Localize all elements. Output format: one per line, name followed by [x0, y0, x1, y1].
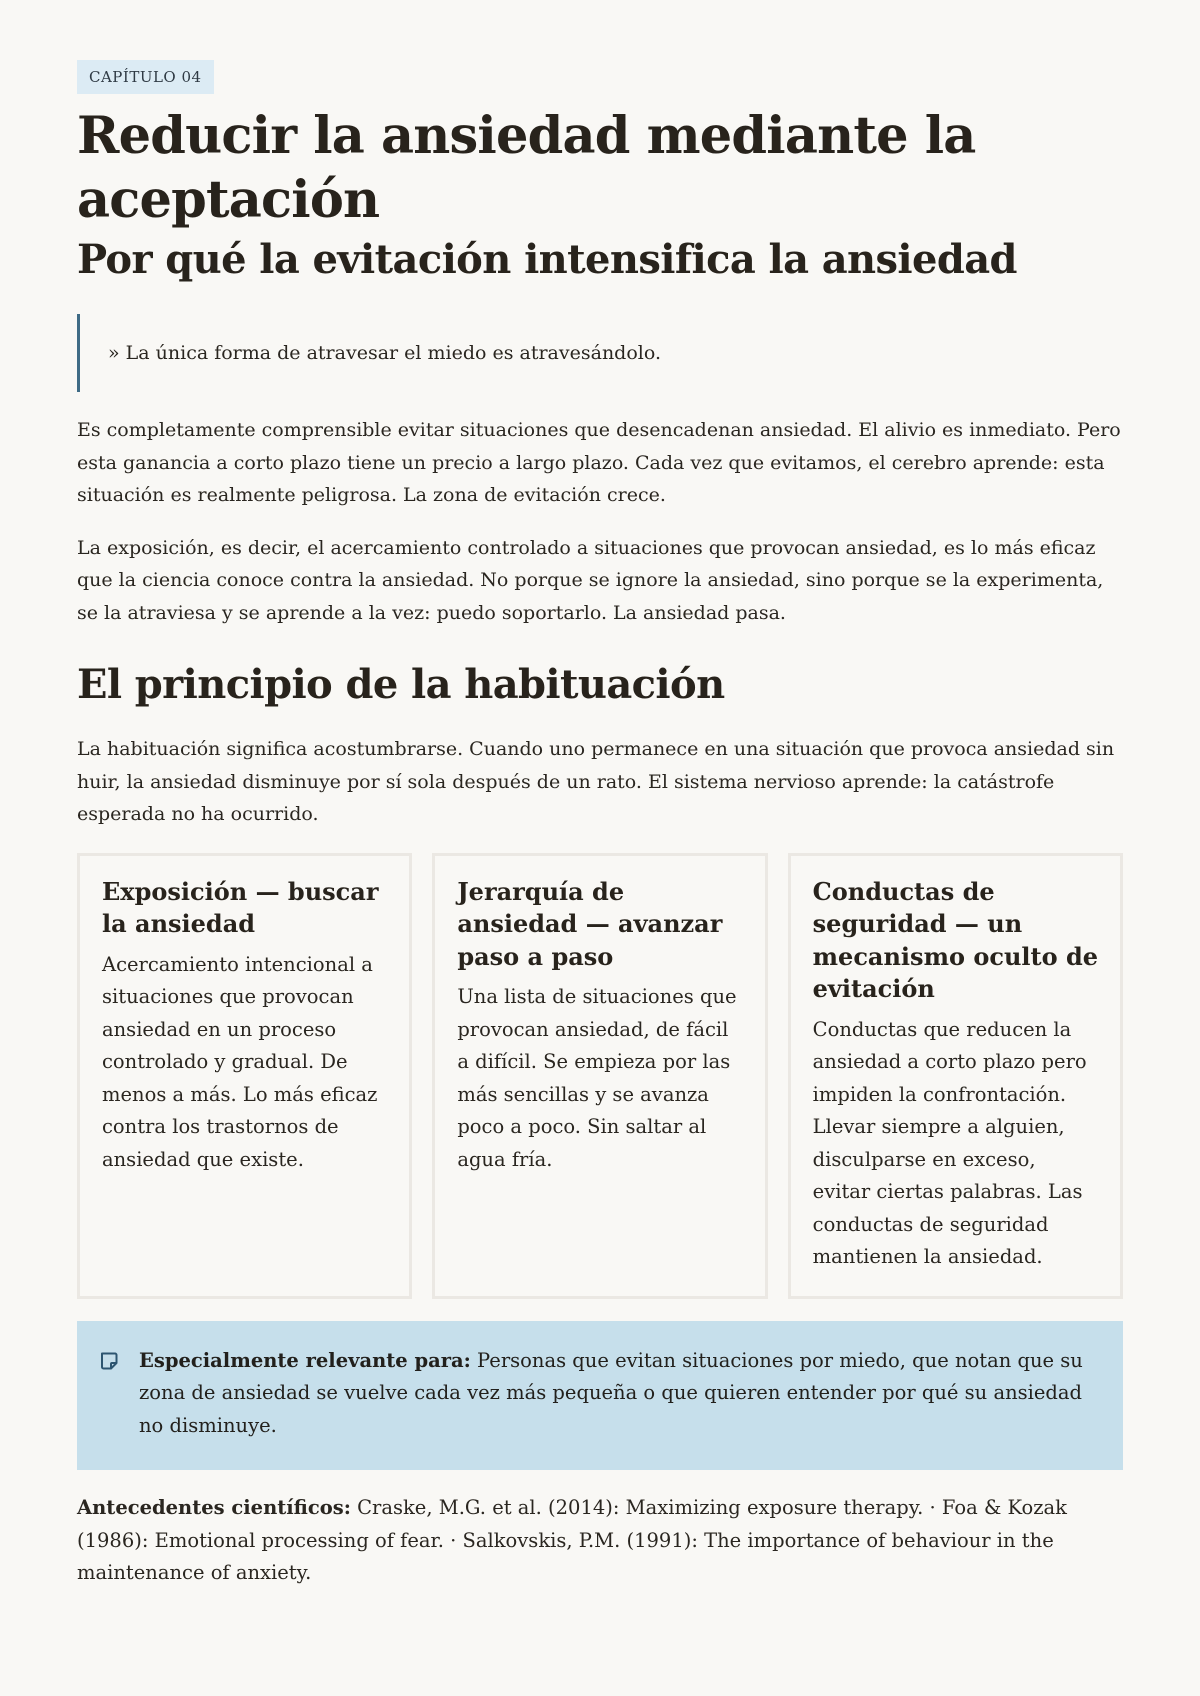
card-text: Conductas que reducen la ansiedad a corto plazo pero impiden la confrontación. Llevar siempre a alguien, disculparse en exceso, evitar ciertas palabras. Las conductas de seguridad mantienen la ansiedad.: [812, 1017, 1087, 1268]
card-safety-behaviors: [788, 853, 1123, 1299]
section-paragraph: La habituación significa acostumbrarse. Cuando uno permanece en una situación que provoca ansiedad sin huir, la ansiedad disminuye por sí sola después de un rato. El sistema nervioso aprende: la catástrofe esperada no ha ocurrido.: [77, 738, 1115, 825]
card-title: Exposición — buscar la ansiedad: [102, 876, 379, 938]
intro-paragraph-2: La exposición, es decir, el acercamiento controlado a situaciones que provocan ansiedad, es lo más eficaz que la ciencia conoce contra la ansiedad. No porque se ignore la ansiedad, sino porque se la experimenta, se la atraviesa y se aprende a la vez: puedo soportarlo. La ansiedad pasa.: [77, 536, 1104, 624]
chapter-badge: CAPÍTULO 04: [77, 60, 214, 94]
concept-cards: [77, 853, 1123, 1299]
callout-label: Especialmente relevante para:: [139, 1348, 471, 1372]
note-icon: [99, 1345, 139, 1375]
callout-body: Personas que evitan situaciones por miedo, que notan que su zona de ansiedad se vuelve cada vez más pequeña o que quieren entender por qué su ansiedad no disminuye.: [139, 1348, 1083, 1437]
card-title: Jerarquía de ansiedad — avanzar paso a paso: [457, 876, 723, 971]
card-text: Acercamiento intencional a situaciones que provocan ansiedad en un proceso controlado y gradual. De menos a más. Lo más eficaz contra los trastornos de ansiedad que existe.: [102, 952, 378, 1171]
card-title: Conductas de seguridad — un mecanismo oculto de evitación: [812, 876, 1099, 1003]
section-heading: El principio de la habituación: [77, 661, 725, 708]
relevance-callout: [77, 1321, 1123, 1471]
card-text: Una lista de situaciones que provocan ansiedad, de fácil a difícil. Se empieza por las más sencillas y se avanza poco a poco. Sin saltar al agua fría.: [457, 985, 737, 1171]
references-text: Craske, M.G. et al. (2014): Maximizing exposure therapy. · Foa & Kozak (1986): Emotional processing of fear. · Salkovskis, P.M. (1991): The importance of behaviour in the maintenance of anxiety.: [77, 1496, 1067, 1584]
card-exposure: [77, 853, 412, 1299]
pull-quote: » La única forma de atravesar el miedo es atravesándolo.: [77, 314, 1123, 392]
page-subtitle: Por qué la evitación intensifica la ansiedad: [77, 236, 1017, 283]
references: [77, 1492, 1123, 1590]
intro-paragraph-1: Es completamente comprensible evitar situaciones que desencadenan ansiedad. El alivio es inmediato. Pero esta ganancia a corto plazo tiene un precio a largo plazo. Cada vez que evitamos, el cerebro aprende: esta situación es realmente peligrosa. La zona de evitación crece.: [77, 419, 1121, 506]
card-hierarchy: [432, 853, 767, 1299]
references-label: Antecedentes científicos:: [77, 1496, 351, 1519]
callout-text: [139, 1345, 1097, 1443]
page-title: Reducir la ansiedad mediante la aceptación: [77, 106, 976, 230]
